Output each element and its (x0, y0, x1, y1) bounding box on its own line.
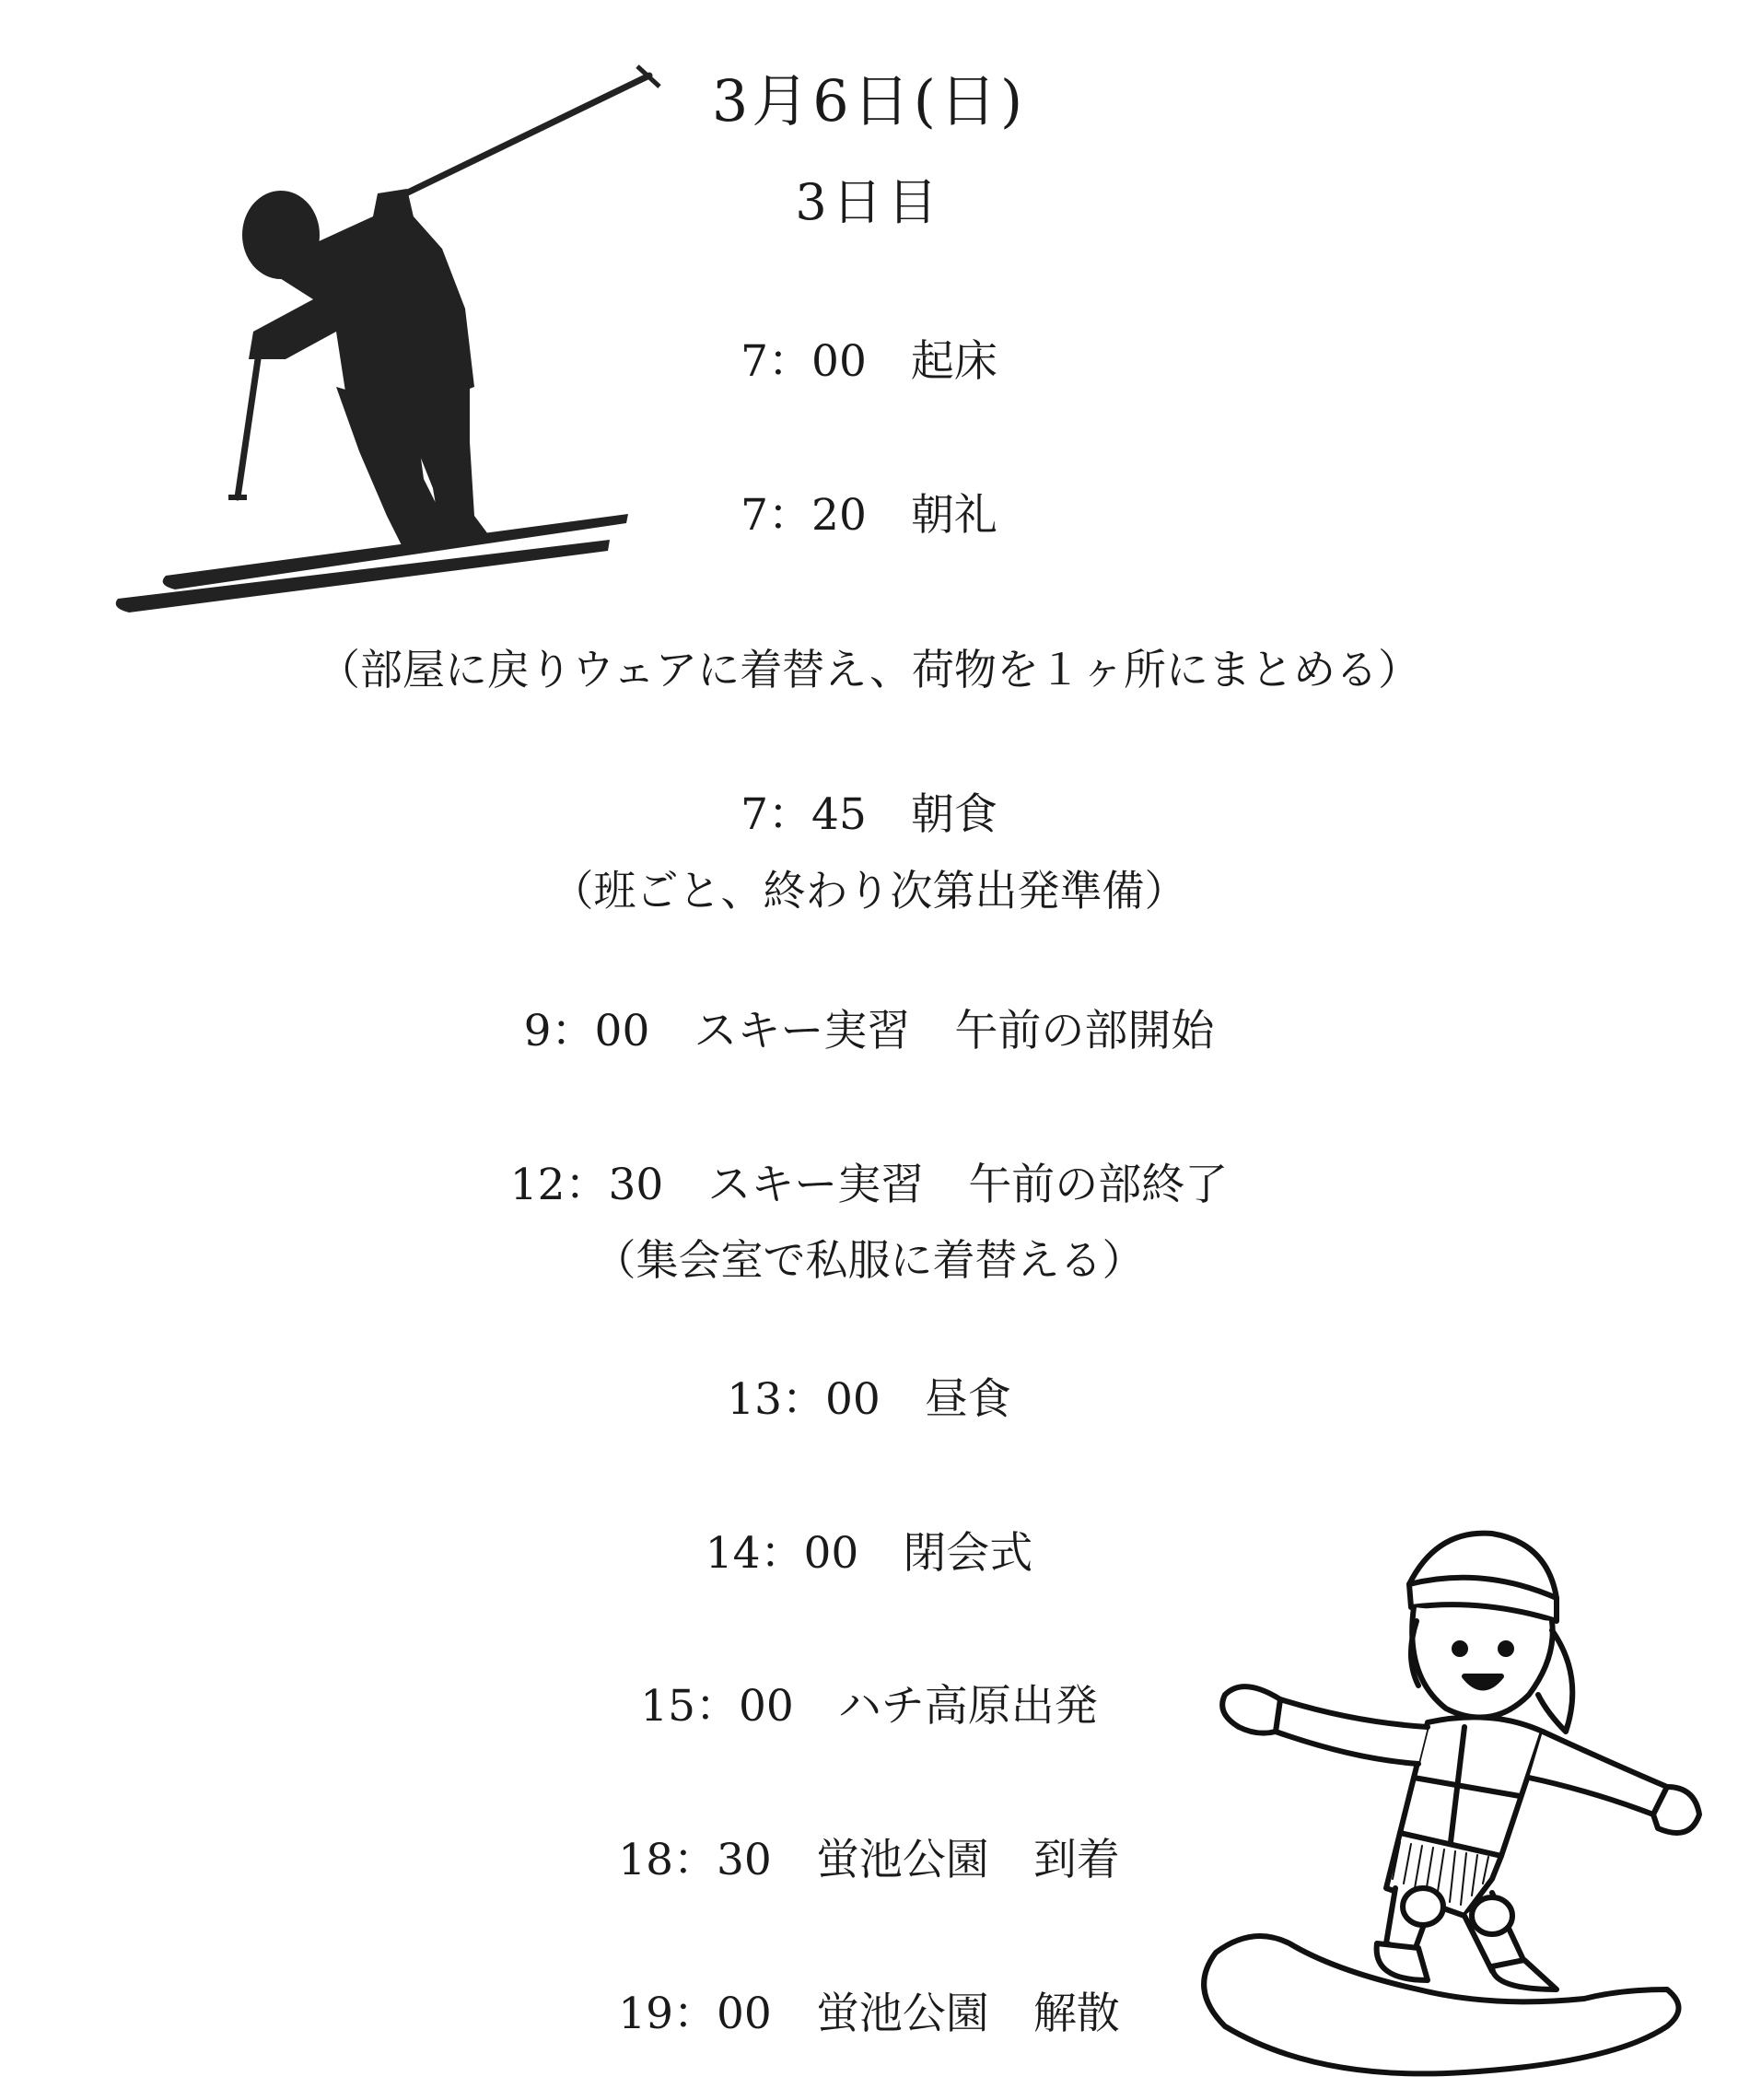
schedule-item (0, 1004, 1738, 1059)
schedule-event: 昼食 (924, 1374, 1011, 1425)
schedule-event: 朝礼 (910, 490, 997, 541)
schedule-time: 14：00 (705, 1528, 859, 1579)
schedule-time: 7：20 (741, 490, 867, 541)
date-text: 3月6日(日) (711, 67, 1027, 134)
schedule-item (0, 1158, 1738, 1213)
schedule-item (0, 788, 1738, 843)
schedule-time: 9：00 (523, 1006, 650, 1056)
schedule-event: スキー実習 (707, 1160, 925, 1210)
schedule-item (0, 334, 1738, 390)
schedule-event-detail: 到着 (1032, 1835, 1120, 1885)
schedule-time: 13：00 (727, 1374, 881, 1425)
schedule-event: 朝食 (910, 789, 997, 840)
schedule-event: スキー実習 (694, 1006, 911, 1056)
schedule-time: 19：00 (618, 1989, 772, 2039)
schedule-time: 7：00 (741, 336, 867, 387)
day-label: 3日目 (795, 173, 943, 231)
schedule-item (0, 1526, 1738, 1581)
schedule-event: ハチ高原出発 (837, 1681, 1098, 1732)
schedule-note: （部屋に戻りウェアに着替え、荷物を１ヶ所にまとめる） (318, 645, 1420, 694)
page-title (0, 64, 1738, 138)
schedule-time: 12：30 (509, 1160, 664, 1210)
schedule-time: 7：45 (741, 789, 867, 840)
schedule-event: 蛍池公園 (815, 1989, 989, 2039)
schedule-event: 閉会式 (903, 1528, 1033, 1579)
schedule-event-detail: 解散 (1032, 1989, 1120, 2039)
schedule-item (0, 1679, 1738, 1734)
schedule-time: 18：30 (618, 1835, 772, 1885)
schedule-item (0, 1833, 1738, 1888)
schedule-time: 15：00 (640, 1681, 794, 1732)
schedule-note: （集会室で私服に着替える） (593, 1235, 1145, 1285)
schedule-item (0, 1372, 1738, 1428)
schedule-event-detail: 午前の部開始 (954, 1006, 1215, 1056)
schedule-note: （班ごと、終わり次第出発準備） (551, 866, 1187, 916)
schedule-item (0, 488, 1738, 543)
schedule-event-detail: 午前の部終了 (968, 1160, 1229, 1210)
schedule-item (0, 1987, 1738, 2042)
schedule-event: 蛍池公園 (815, 1835, 989, 1885)
schedule-event: 起床 (910, 336, 997, 387)
